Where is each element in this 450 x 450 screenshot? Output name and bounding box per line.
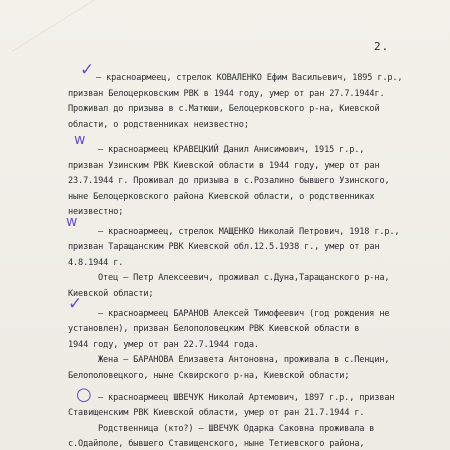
entry-1-line-4: области, о родственниках неизвестно; [68, 120, 249, 130]
entry-1-line-1: — красноармеец, стрелок КОВАЛЕНКО Ефим Васильевич, 1895 г.р., [96, 73, 403, 83]
page-number: 2. [374, 40, 390, 53]
entry-4-line-2: установлен), призван Белополовецким РВК Киевской области в [68, 324, 360, 334]
entry-4-line-1: — красноармеец БАРАНОВ Алексей Тимофеевич (год рождения не [98, 309, 390, 319]
entry-5-line-1: — красноармеец ШВЕЧУК Николай Артемович, 1897 г.р., призван [98, 393, 395, 403]
paper-fold [0, 0, 131, 52]
entry-2-line-3: 23.7.1944 г. Проживал до призыва в с.Розалино бывшего Узинского, [68, 176, 390, 186]
entry-3-line-5: Киевской области; [68, 289, 154, 299]
w-mark-icon: w [66, 214, 78, 230]
entry-3-line-4: Отец – Петр Алексеевич, проживал с.Дуна,Таращанского р-на, [98, 273, 390, 283]
entry-5-line-3: Родственница (кто?) – ШВЕЧУК Одарка Саковна проживала в [98, 424, 375, 434]
check-mark-icon: ✓ [80, 60, 95, 80]
entry-2-line-5: неизвестно; [68, 207, 124, 217]
entry-1-line-2: призван Белоцерковским РВК в 1944 году, умер от ран 27.7.1944г. [68, 89, 385, 99]
entry-3-line-2: призван Таращанским РВК Киевской обл.12.5.1938 г., умер от ран [68, 242, 380, 252]
entry-2-line-2: призван Узинским РВК Киевской области в 1944 году, умер от ран [68, 161, 380, 171]
entry-4-line-3: 1944 году, умер от ран 22.7.1944 года. [68, 340, 259, 350]
entry-4-line-5: Белополовецкого, ныне Сквирского р-на, Киевской области; [68, 371, 350, 381]
w-mark-icon: w [74, 132, 86, 148]
entry-3-line-1: — красноармеец, стрелок МАЩЕНКО Николай Петрович, 1918 г.р., [98, 227, 400, 237]
entry-2-line-1: — красноармеец КРАВЕЦКИЙ Данил Анисимович, 1915 г.р., [98, 145, 365, 155]
entry-4-line-4: Жена – БАРАНОВА Елизавета Антоновна, проживала в с.Пенцин, [98, 355, 390, 365]
circle-mark-icon: ○ [76, 384, 92, 405]
entry-1-line-3: Проживал до призыва в с.Матюши, Белоцерковского р-на, Киевской [68, 104, 380, 114]
entry-3-line-3: 4.8.1944 г. [68, 258, 124, 268]
check-mark-icon: ✓ [68, 294, 83, 314]
entry-5-line-2: Ставищенским РВК Киевской области, умер от ран 21.7.1944 г. [68, 408, 365, 418]
entry-5-line-4: с.Одайполе, бывшего Ставищенского, ныне Тетиевского района, [68, 439, 365, 449]
entry-2-line-4: ныне Белоцерковского района Киевской области, о родственниках [68, 192, 375, 202]
